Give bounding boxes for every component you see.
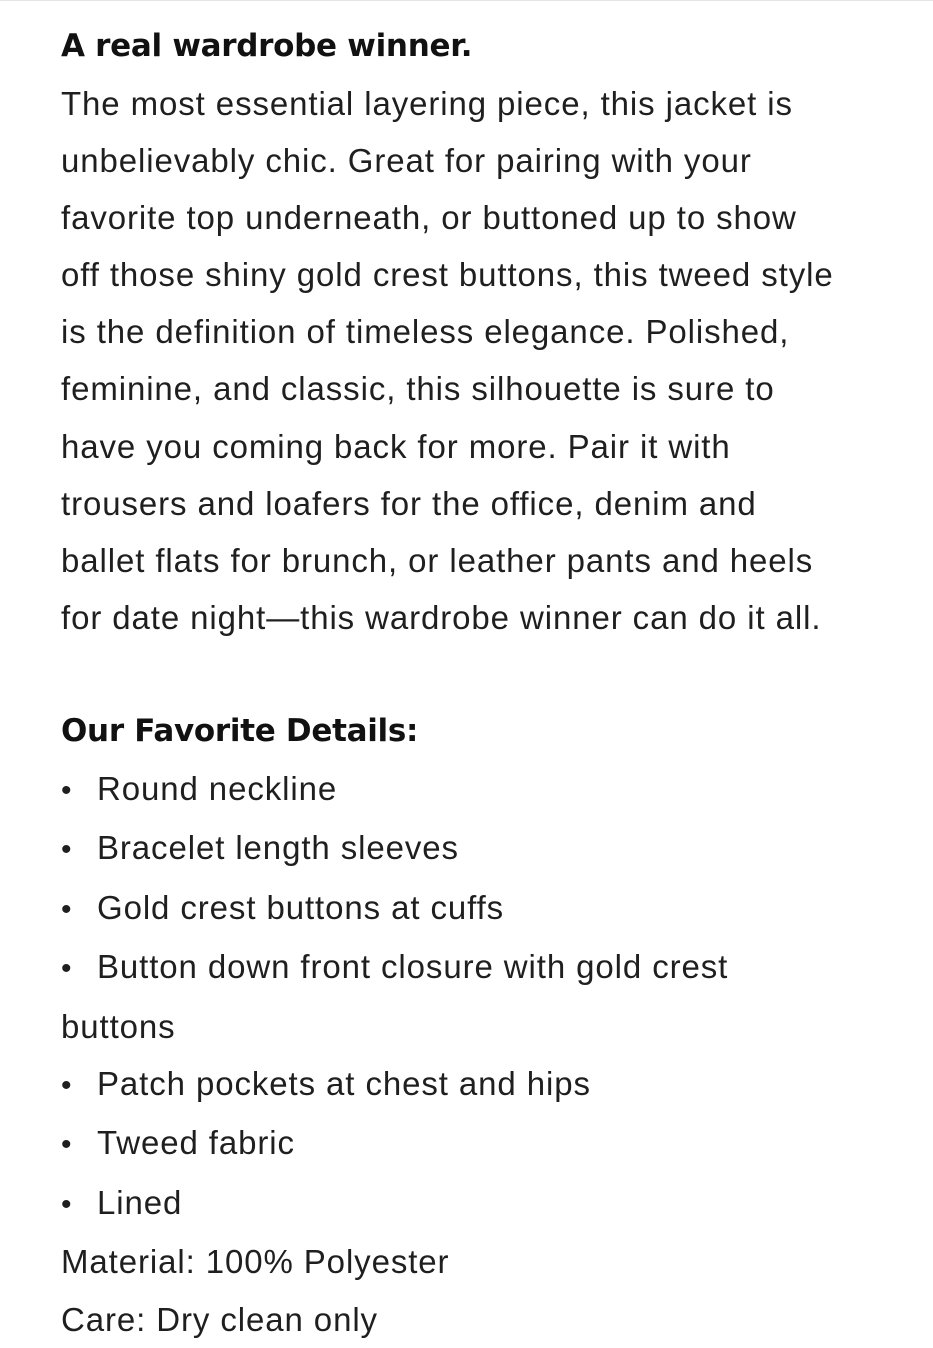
bullet-icon: • bbox=[61, 773, 73, 807]
description-line: have you coming back for more. Pair it with bbox=[61, 427, 731, 465]
bullet-icon: • bbox=[61, 1187, 73, 1221]
description-line: favorite top underneath, or buttoned up to show bbox=[61, 199, 797, 237]
details-item-text: Patch pockets at chest and hips bbox=[97, 1064, 591, 1102]
section-spacer bbox=[61, 646, 911, 703]
description-line: off those shiny gold crest buttons, this tweed style bbox=[61, 256, 834, 294]
details-item-text: Button down front closure with gold crest bbox=[97, 948, 729, 986]
description-line: The most essential layering piece, this jacket is bbox=[61, 85, 793, 122]
bullet-icon: • bbox=[61, 892, 73, 926]
bullet-icon: • bbox=[61, 1068, 73, 1102]
product-description bbox=[61, 18, 911, 1348]
details-list-item bbox=[61, 819, 911, 878]
details-item-text: Round neckline bbox=[97, 769, 338, 807]
bullet-icon: • bbox=[61, 952, 73, 986]
bullet-icon: • bbox=[61, 833, 73, 867]
bullet-icon: • bbox=[61, 1128, 73, 1162]
details-list-item bbox=[61, 760, 911, 819]
description-line: feminine, and classic, this silhouette is sure to bbox=[61, 370, 775, 408]
details-list-item bbox=[61, 1055, 911, 1114]
care-info: Care: Dry clean only bbox=[61, 1300, 378, 1338]
description-line: for date night—this wardrobe winner can do it all. bbox=[61, 598, 822, 636]
details-item-text: Tweed fabric bbox=[97, 1124, 295, 1162]
details-item-continuation: buttons bbox=[61, 1007, 176, 1045]
details-list-item bbox=[61, 938, 911, 1055]
details-item-text: Bracelet length sleeves bbox=[97, 829, 459, 867]
description-line: is the definition of timeless elegance. Polished, bbox=[61, 313, 790, 351]
description-line: ballet flats for brunch, or leather pants and heels bbox=[61, 541, 814, 579]
details-list-item bbox=[61, 1114, 911, 1173]
material-info: Material: 100% Polyester bbox=[61, 1243, 450, 1281]
details-list-item bbox=[61, 879, 911, 938]
top-divider bbox=[0, 0, 933, 1]
details-list bbox=[61, 760, 911, 1233]
details-item-text: Lined bbox=[97, 1183, 183, 1221]
details-heading: Our Favorite Details: bbox=[61, 712, 419, 749]
description-line: trousers and loafers for the office, denim and bbox=[61, 484, 757, 522]
description-line: unbelievably chic. Great for pairing with your bbox=[61, 142, 752, 180]
details-item-text: Gold crest buttons at cuffs bbox=[97, 888, 505, 926]
description-heading: A real wardrobe winner. bbox=[61, 28, 473, 64]
details-list-item bbox=[61, 1174, 911, 1233]
description-paragraph bbox=[61, 75, 911, 646]
